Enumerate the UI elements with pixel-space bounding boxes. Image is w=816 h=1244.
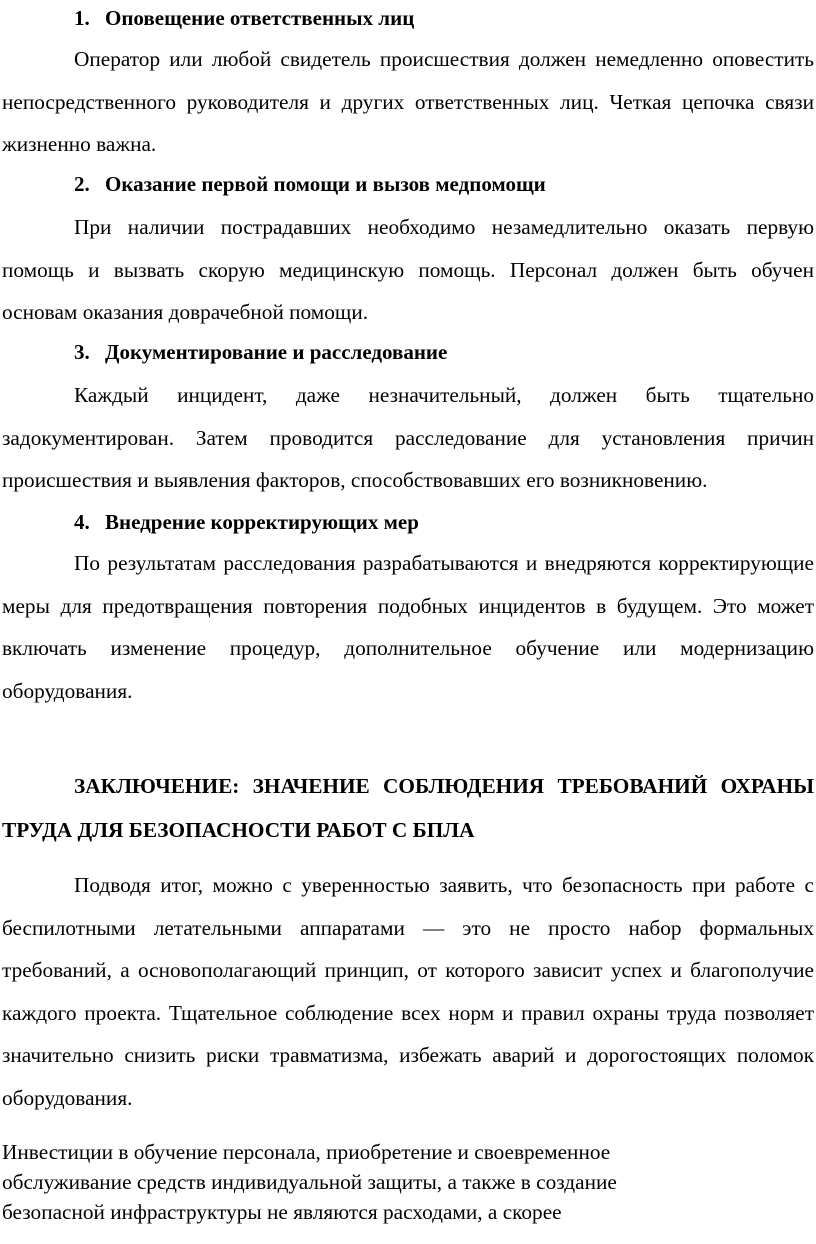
section-4-text: По результатам расследования разрабатываются и внедряются корректирующие меры для предотвращения повторения подобных инцидентов в будущем. Это может включать изменение процедур, дополнительное обучение или модернизацию оборудования. [2, 551, 814, 703]
section-2-text: При наличии пострадавших необходимо незамедлительно оказать первую помощь и вызвать скорую медицинскую помощь. Персонал должен быть обучен основам оказания доврачебной помощи. [2, 215, 814, 325]
section-1-title: Оповещение ответственных лиц [105, 6, 415, 30]
section-4-number: 4. [74, 510, 90, 534]
section-3-number: 3. [74, 340, 90, 364]
conclusion-trailing-line-1: Инвестиции в обучение персонала, приобретение и своевременное [2, 1140, 611, 1164]
conclusion-trailing-line-2: обслуживание средств индивидуальной защиты, а также в создание [2, 1170, 617, 1194]
section-2-heading [74, 172, 546, 197]
section-1-heading [74, 6, 414, 31]
conclusion-paragraph: Подводя итог, можно с уверенностью заявить, что безопасность при работе с беспилотными летательными аппаратами — это не просто набор формальных требований, а основополагающий принцип, от которого зависит успех и благополучие каждого проекта. Тщательное соблюдение всех норм и правил охраны труда позволяет значительно снизить риски травматизма, избежать аварий и дорогостоящих поломок оборудования. [2, 873, 814, 1110]
section-2-title: Оказание первой помощи и вызов медпомощи [105, 172, 546, 196]
section-3-heading [74, 340, 447, 365]
conclusion-trailing-line-3: безопасной инфраструктуры не являются расходами, а скорее [2, 1200, 562, 1224]
section-2-number: 2. [74, 172, 90, 196]
section-3-text: Каждый инцидент, даже незначительный, должен быть тщательно задокументирован. Затем проводится расследование для установления причин происшествия и выявления факторов, способствовавших его возникновению. [2, 383, 814, 493]
section-4-heading [74, 510, 419, 535]
section-3-title: Документирование и расследование [105, 340, 448, 364]
section-4-title: Внедрение корректирующих мер [105, 510, 419, 534]
section-1-number: 1. [74, 6, 90, 30]
conclusion-title: ЗАКЛЮЧЕНИЕ: ЗНАЧЕНИЕ СОБЛЮДЕНИЯ ТРЕБОВАНИЙ ОХРАНЫ ТРУДА ДЛЯ БЕЗОПАСНОСТИ РАБОТ С БПЛА [2, 774, 814, 842]
section-1-text: Оператор или любой свидетель происшествия должен немедленно оповестить непосредственного руководителя и других ответственных лиц. Четкая цепочка связи жизненно важна. [2, 47, 814, 157]
